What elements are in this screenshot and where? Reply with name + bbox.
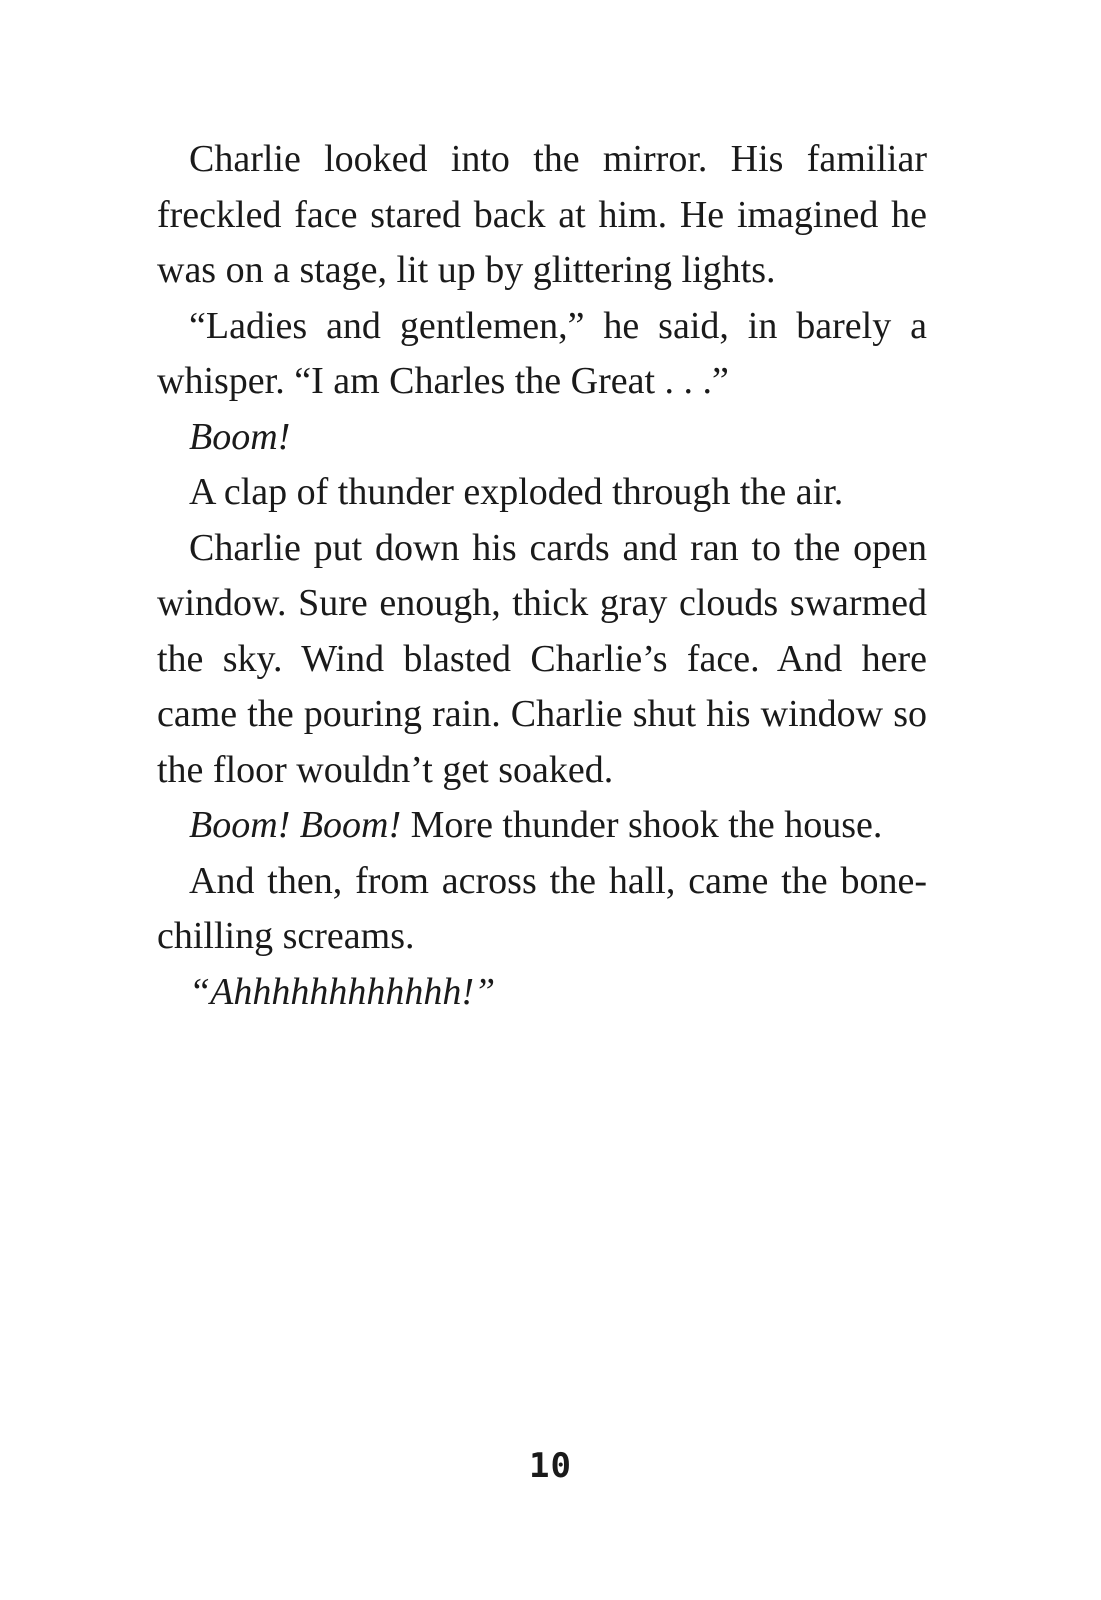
paragraph bbox=[157, 465, 927, 521]
paragraph-text: Charlie looked into the mirror. His familiar freckled face stared back at him. He imagined he was on a stage, lit up by glittering lights. bbox=[157, 138, 927, 291]
paragraph-text: A clap of thunder exploded through the air. bbox=[189, 471, 844, 513]
page-number: 10 bbox=[529, 1446, 572, 1486]
paragraph bbox=[157, 521, 927, 799]
paragraph-text: “Ladies and gentlemen,” he said, in barely a whisper. “I am Charles the Great . . .” bbox=[157, 304, 927, 402]
paragraph bbox=[157, 965, 927, 1021]
paragraph-text-italic: Boom! bbox=[189, 415, 291, 458]
paragraph bbox=[157, 299, 927, 410]
paragraph bbox=[157, 854, 927, 965]
paragraph-text: And then, from across the hall, came the bone-chilling screams. bbox=[157, 859, 927, 957]
paragraph-text-italic: “Ahhhhhhhhhhhh!” bbox=[189, 970, 496, 1013]
paragraph bbox=[157, 410, 927, 466]
paragraph-text-italic: Boom! Boom! bbox=[189, 804, 402, 846]
body-text bbox=[157, 132, 927, 1020]
paragraph-text: Charlie put down his cards and ran to the open window. Sure enough, thick gray clouds swarmed the sky. Wind blasted Charlie’s face. And here came the pouring rain. Charlie shut his window so the floor wouldn’t get soaked. bbox=[157, 526, 927, 791]
paragraph bbox=[157, 132, 927, 299]
paragraph bbox=[157, 798, 927, 854]
paragraph-text: More thunder shook the house. bbox=[401, 804, 883, 846]
